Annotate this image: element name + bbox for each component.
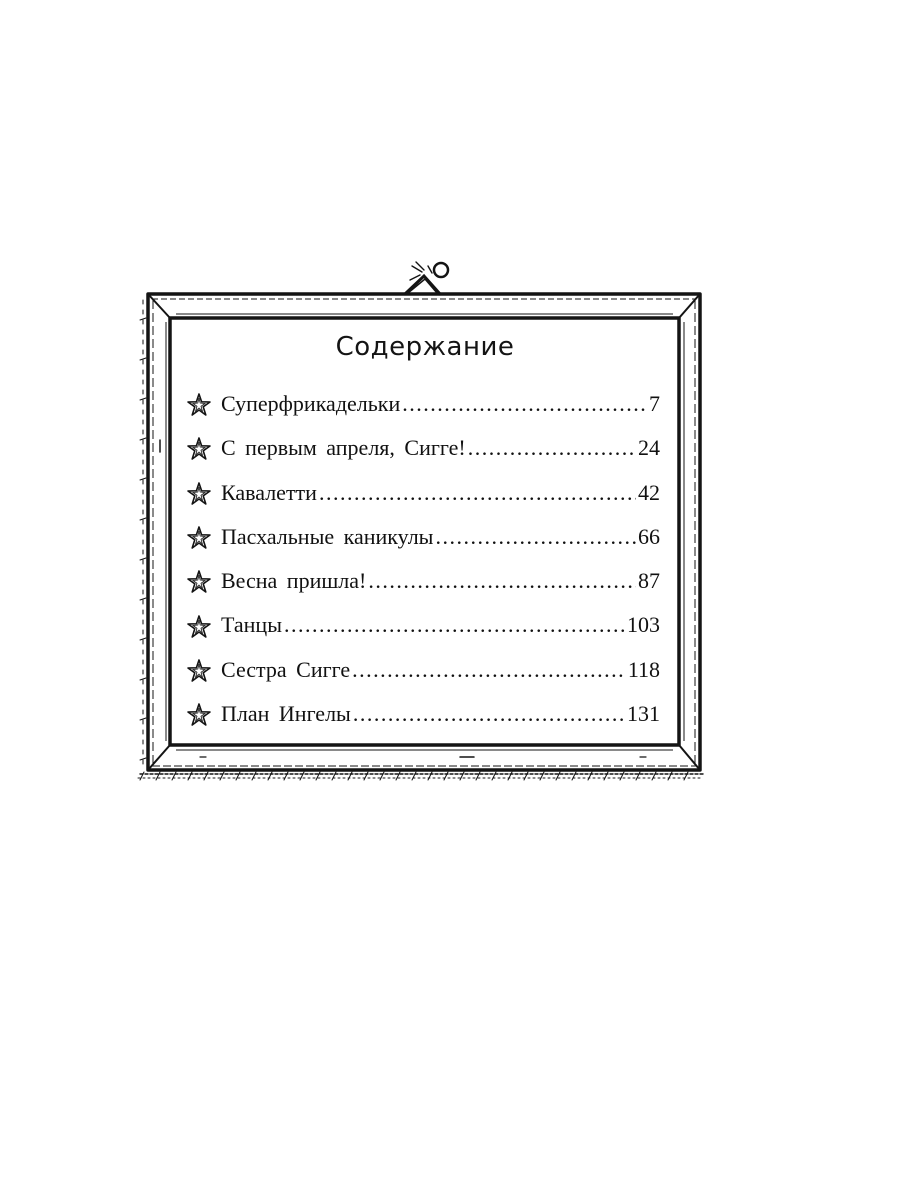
star-icon xyxy=(186,569,212,595)
chapter-title: Суперфрикадельки xyxy=(221,391,401,416)
list-item xyxy=(186,475,660,519)
chapter-title: Танцы xyxy=(221,612,282,638)
page-number: 118 xyxy=(627,656,660,682)
list-item xyxy=(186,386,660,430)
chapter-title: План Ингелы xyxy=(221,701,351,727)
page-title: Содержание xyxy=(335,332,515,362)
leader-dots xyxy=(368,563,636,599)
star-icon xyxy=(186,392,212,418)
nail-icon xyxy=(405,262,448,294)
star-icon xyxy=(186,436,212,462)
page-number: 87 xyxy=(638,568,660,594)
page-number: 66 xyxy=(638,523,660,549)
chapter-title: Кавалетти xyxy=(221,479,317,505)
chapter-title: Весна пришла! xyxy=(221,568,367,594)
list-item xyxy=(186,563,660,607)
page-number: 24 xyxy=(638,435,660,461)
chapter-title: Сестра Сигге xyxy=(221,656,351,682)
page-number: 103 xyxy=(627,612,660,638)
star-icon xyxy=(186,702,212,728)
table-of-contents xyxy=(186,386,660,740)
list-item xyxy=(186,607,660,651)
leader-dots xyxy=(319,475,636,511)
page-number: 131 xyxy=(627,701,660,727)
star-icon xyxy=(186,525,212,551)
list-item xyxy=(186,696,660,740)
star-icon xyxy=(186,658,212,684)
leader-dots xyxy=(352,652,626,688)
leader-dots xyxy=(402,386,647,422)
leader-dots xyxy=(468,430,636,466)
leader-dots xyxy=(284,607,625,643)
chapter-title: Пасхальные каникулы xyxy=(221,523,434,549)
chapter-title: С первым апреля, Сигге! xyxy=(221,435,466,461)
leader-dots xyxy=(435,519,636,555)
star-icon xyxy=(186,481,212,507)
list-item xyxy=(186,430,660,474)
page-number: 42 xyxy=(638,479,660,505)
leader-dots xyxy=(353,696,625,732)
list-item xyxy=(186,519,660,563)
star-icon xyxy=(186,614,212,640)
list-item xyxy=(186,652,660,696)
page-number: 7 xyxy=(649,391,660,416)
